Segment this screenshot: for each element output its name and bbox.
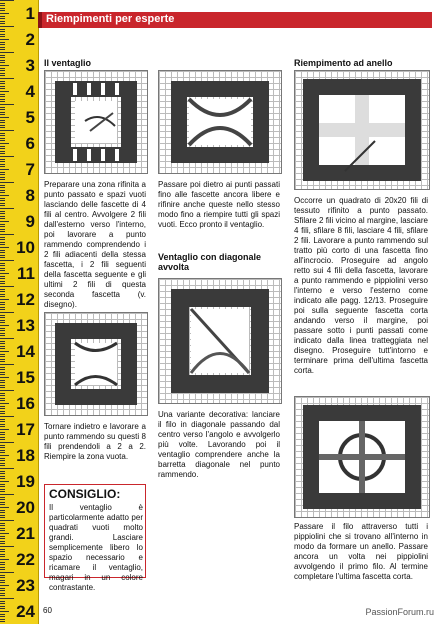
ruler-tick — [0, 497, 5, 498]
ruler-number: 16 — [16, 394, 35, 413]
tip-text: Il ventaglio è particolarmente adatto per quadrati vuoti molto grandi. Lasciare semplicemente libero lo spazio necessario e ricamare il ventaglio, magari in un colore contrastante. — [49, 503, 143, 592]
ruler-tick — [0, 39, 9, 40]
ruler-number: 8 — [25, 186, 35, 205]
ruler-tick — [0, 341, 5, 342]
ruler-tick — [0, 239, 5, 240]
ruler-tick — [0, 107, 5, 108]
ruler-tick — [0, 606, 5, 607]
ruler-tick — [0, 224, 5, 225]
ruler-number: 3 — [25, 56, 35, 75]
ruler-tick — [0, 408, 5, 409]
ruler-tick — [0, 205, 5, 206]
ruler-tick — [0, 18, 5, 19]
ruler-tick — [0, 395, 5, 396]
ruler-tick — [0, 161, 5, 162]
ruler-tick — [0, 432, 5, 433]
ruler-tick — [0, 153, 5, 154]
ruler-tick — [0, 179, 5, 180]
ruler-tick — [0, 481, 9, 482]
ruler-tick — [0, 294, 5, 295]
measuring-ruler — [0, 0, 39, 624]
ruler-tick — [0, 458, 5, 459]
tip-box — [44, 484, 146, 592]
ruler-tick — [0, 140, 5, 141]
ruler-number: 7 — [25, 160, 35, 179]
ruler-tick — [0, 86, 5, 87]
ruler-tick — [0, 276, 5, 277]
ruler-tick — [0, 192, 5, 193]
ruler-tick — [0, 91, 9, 92]
ruler-tick — [0, 99, 5, 100]
ruler-tick — [0, 190, 5, 191]
ruler-tick — [0, 445, 5, 446]
ruler-number: 4 — [25, 82, 35, 101]
ruler-tick — [0, 73, 5, 74]
ruler-tick — [0, 242, 5, 243]
ruler-tick — [0, 75, 5, 76]
ruler-tick — [0, 29, 5, 30]
ruler-tick — [0, 538, 5, 539]
ruler-tick — [0, 218, 5, 219]
ruler-tick — [0, 439, 5, 440]
ruler-tick — [0, 543, 5, 544]
ruler-tick — [0, 515, 5, 516]
ruler-tick — [0, 403, 9, 404]
ruler-tick — [0, 81, 5, 82]
diagram-1-drawing — [45, 71, 147, 173]
ruler-tick — [0, 346, 5, 347]
ruler-tick — [0, 335, 5, 336]
ruler-number: 6 — [25, 134, 35, 153]
ruler-number: 14 — [16, 342, 35, 361]
ruler-tick — [0, 250, 5, 251]
ruler-tick — [0, 556, 5, 557]
ruler-tick — [0, 281, 5, 282]
ruler-tick — [0, 268, 5, 269]
ruler-tick — [0, 452, 5, 453]
ruler-tick — [0, 146, 5, 147]
diagram-6-drawing — [295, 397, 429, 517]
diagram-ventaglio-2 — [44, 312, 148, 416]
ruler-tick — [0, 36, 5, 37]
ruler-tick — [0, 65, 9, 66]
diagram-ventaglio-1 — [44, 70, 148, 174]
ruler-tick — [0, 211, 5, 212]
ruler-tick — [0, 616, 5, 617]
ruler-tick — [0, 473, 5, 474]
ruler-tick — [0, 577, 5, 578]
ruler-tick — [0, 109, 5, 110]
ruler-tick — [0, 580, 5, 581]
ruler-tick — [0, 621, 5, 622]
ruler-tick — [0, 393, 5, 394]
ruler-tick — [0, 343, 5, 344]
ruler-tick — [0, 494, 14, 495]
ruler-number: 2 — [25, 30, 35, 49]
ruler-tick — [0, 135, 5, 136]
ruler-tick — [0, 541, 5, 542]
ruler-tick — [0, 10, 5, 11]
ruler-tick — [0, 317, 5, 318]
diagram-3-drawing — [159, 71, 281, 173]
ruler-tick — [0, 47, 5, 48]
ruler-tick — [0, 484, 5, 485]
ruler-tick — [0, 429, 9, 430]
ruler-tick — [0, 304, 5, 305]
ruler-tick — [0, 289, 5, 290]
ruler-number: 10 — [16, 238, 35, 257]
ruler-tick — [0, 174, 5, 175]
ruler-tick — [0, 387, 5, 388]
heading-anello: Riempimento ad anello — [294, 58, 393, 68]
ruler-tick — [0, 42, 5, 43]
ruler-tick — [0, 255, 5, 256]
diagram-ventaglio-3 — [158, 70, 282, 174]
ruler-tick — [0, 530, 5, 531]
ruler-tick — [0, 390, 14, 391]
ruler-tick — [0, 372, 5, 373]
ruler-tick — [0, 489, 5, 490]
ruler-tick — [0, 603, 5, 604]
ruler-tick — [0, 244, 5, 245]
page-title: Riempimenti per esperte — [46, 13, 175, 25]
ruler-tick — [0, 182, 14, 183]
ruler-tick — [0, 325, 9, 326]
ruler-tick — [0, 138, 5, 139]
ruler-tick — [0, 598, 14, 599]
ruler-tick — [0, 200, 5, 201]
ruler-tick — [0, 348, 5, 349]
ruler-tick — [0, 291, 5, 292]
ruler-tick — [0, 55, 5, 56]
ruler-tick — [0, 491, 5, 492]
ruler-tick — [0, 465, 5, 466]
ruler-tick — [0, 398, 5, 399]
ruler-tick — [0, 78, 14, 79]
ruler-number: 11 — [17, 264, 35, 283]
ruler-tick — [0, 270, 5, 271]
watermark: PassionForum.ru — [365, 607, 434, 617]
ruler-number: 20 — [16, 498, 35, 517]
ruler-tick — [0, 208, 14, 209]
ruler-tick — [0, 94, 5, 95]
ruler-tick — [0, 177, 5, 178]
text-col2-1: Passare poi dietro ai punti passati fino alle fascette ancora libere e rifinire anche queste nello stesso modo fino a riempire tutti gli spazi vuoti. Ecco pronto il ventaglio. — [158, 180, 280, 229]
ruler-tick — [0, 569, 5, 570]
ruler-tick — [0, 361, 5, 362]
ruler-tick — [0, 380, 5, 381]
ruler-tick — [0, 60, 5, 61]
ruler-tick — [0, 351, 9, 352]
ruler-tick — [0, 296, 5, 297]
ruler-tick — [0, 247, 9, 248]
ruler-tick — [0, 237, 5, 238]
ruler-tick — [0, 507, 9, 508]
ruler-tick — [0, 213, 5, 214]
ruler-tick — [0, 68, 5, 69]
ruler-tick — [0, 460, 5, 461]
ruler-tick — [0, 421, 5, 422]
ruler-tick — [0, 533, 9, 534]
ruler-tick — [0, 322, 5, 323]
ruler-tick — [0, 307, 5, 308]
ruler-tick — [0, 166, 5, 167]
ruler-tick — [0, 416, 14, 417]
ruler-tick — [0, 57, 5, 58]
ruler-number: 17 — [16, 420, 35, 439]
ruler-tick — [0, 120, 5, 121]
ruler-tick — [0, 101, 5, 102]
ruler-tick — [0, 169, 9, 170]
page-number: 60 — [43, 606, 52, 615]
ruler-tick — [0, 567, 5, 568]
ruler-tick — [0, 96, 5, 97]
ruler-tick — [0, 523, 5, 524]
ruler-tick — [0, 88, 5, 89]
ruler-tick — [0, 411, 5, 412]
ruler-tick — [0, 593, 5, 594]
ruler-tick — [0, 263, 5, 264]
ruler-tick — [0, 234, 14, 235]
header-cap — [38, 12, 42, 28]
ruler-tick — [0, 528, 5, 529]
ruler-tick — [0, 21, 5, 22]
ruler-tick — [0, 260, 14, 261]
ruler-number: 24 — [16, 602, 35, 621]
ruler-tick — [0, 3, 5, 4]
section-header — [40, 12, 432, 28]
ruler-number: 13 — [16, 316, 35, 335]
ruler-tick — [0, 49, 5, 50]
ruler-tick — [0, 442, 14, 443]
ruler-tick — [0, 554, 5, 555]
ruler-tick — [0, 34, 5, 35]
diagram-2-drawing — [45, 313, 147, 415]
ruler-tick — [0, 367, 5, 368]
ruler-tick — [0, 133, 5, 134]
diagram-diagonale — [158, 278, 282, 404]
ruler-number: 9 — [25, 212, 35, 231]
ruler-tick — [0, 328, 5, 329]
ruler-tick — [0, 0, 14, 1]
ruler-tick — [0, 216, 5, 217]
ruler-number: 5 — [25, 108, 35, 127]
ruler-tick — [0, 187, 5, 188]
ruler-tick — [0, 486, 5, 487]
ruler-tick — [0, 231, 5, 232]
ruler-tick — [0, 447, 5, 448]
ruler-number: 15 — [16, 368, 35, 387]
ruler-tick — [0, 299, 9, 300]
ruler-tick — [0, 525, 5, 526]
ruler-tick — [0, 148, 5, 149]
ruler-tick — [0, 590, 5, 591]
ruler-number: 18 — [16, 446, 35, 465]
ruler-tick — [0, 309, 5, 310]
ruler-tick — [0, 502, 5, 503]
ruler-tick — [0, 611, 9, 612]
text-ventaglio-1: Preparare una zona rifinita a punto passato e spazi vuoti lasciando delle fascette di 4 fili al centro. Avvolgere 2 fili dall'esterno verso l'interno, poi lavorare a punto rammendo comprendendo i 2 fili adiacenti della stessa fascetta, i 2 fili seguenti della fascetta seguente e gli ultimi 2 fili di questa seconda fascetta (v. disegno). — [44, 180, 146, 309]
ruler-tick — [0, 520, 14, 521]
ruler-tick — [0, 122, 5, 123]
ruler-number: 12 — [16, 290, 35, 309]
ruler-tick — [0, 559, 9, 560]
ruler-tick — [0, 369, 5, 370]
ruler-tick — [0, 413, 5, 414]
ruler-tick — [0, 364, 14, 365]
ruler-tick — [0, 588, 5, 589]
ruler-tick — [0, 117, 9, 118]
ruler-number: 19 — [16, 472, 35, 491]
ruler-tick — [0, 114, 5, 115]
ruler-tick — [0, 159, 5, 160]
ruler-tick — [0, 608, 5, 609]
text-anello-2: Passare il filo attraverso tutti i pippiolini che si trovano all'interno in modo da formare un anello. Passare ancora un volta nei pippiolini avvolgendo il primo filo. Al termine completare l'ultima fascetta corta. — [294, 522, 428, 581]
ruler-tick — [0, 278, 5, 279]
ruler-tick — [0, 151, 5, 152]
ruler-tick — [0, 164, 5, 165]
ruler-tick — [0, 499, 5, 500]
ruler-tick — [0, 434, 5, 435]
text-ventaglio-2: Tornare indietro e lavorare a punto rammendo su questi 8 fili prendendoli a 2 a 2. Riempire la zona vuota. — [44, 422, 146, 461]
ruler-tick — [0, 382, 5, 383]
ruler-tick — [0, 463, 5, 464]
ruler-tick — [0, 125, 5, 126]
ruler-tick — [0, 172, 5, 173]
ruler-tick — [0, 330, 5, 331]
ruler-tick — [0, 356, 5, 357]
ruler-tick — [0, 424, 5, 425]
ruler-tick — [0, 359, 5, 360]
ruler-tick — [0, 374, 5, 375]
text-col2-2: Una variante decorativa: lanciare il filo in diagonale passando dal centro verso l'angolo e avvolgerlo più volte. Lavorando poi il ventaglio comprendere anche la barretta diagonale nel punto rammendo. — [158, 410, 280, 479]
ruler-tick — [0, 476, 5, 477]
ruler-tick — [0, 252, 5, 253]
ruler-tick — [0, 406, 5, 407]
ruler-tick — [0, 221, 9, 222]
ruler-tick — [0, 112, 5, 113]
ruler-tick — [0, 226, 5, 227]
ruler-tick — [0, 229, 5, 230]
ruler-tick — [0, 377, 9, 378]
ruler-tick — [0, 536, 5, 537]
ruler-tick — [0, 13, 9, 14]
diagram-anello-1 — [294, 70, 430, 190]
ruler-tick — [0, 273, 9, 274]
ruler-tick — [0, 203, 5, 204]
ruler-tick — [0, 312, 14, 313]
ruler-tick — [0, 52, 14, 53]
ruler-tick — [0, 333, 5, 334]
ruler-tick — [0, 562, 5, 563]
ruler-tick — [0, 338, 14, 339]
diagram-5-drawing — [295, 71, 429, 189]
ruler-tick — [0, 16, 5, 17]
ruler-tick — [0, 468, 14, 469]
ruler-tick — [0, 619, 5, 620]
ruler-tick — [0, 23, 5, 24]
ruler-tick — [0, 549, 5, 550]
ruler-tick — [0, 354, 5, 355]
ruler-number: 22 — [16, 550, 35, 569]
ruler-tick — [0, 104, 14, 105]
ruler-tick — [0, 265, 5, 266]
ruler-tick — [0, 510, 5, 511]
tip-title: CONSIGLIO: — [49, 487, 121, 501]
ruler-tick — [0, 31, 5, 32]
ruler-tick — [0, 302, 5, 303]
ruler-tick — [0, 44, 5, 45]
ruler-number: 23 — [16, 576, 35, 595]
ruler-tick — [0, 286, 14, 287]
ruler-tick — [0, 551, 5, 552]
ruler-tick — [0, 130, 14, 131]
text-anello-1: Occorre un quadrato di 20x20 fili di tessuto rifinito a punto passato. Sfilare 2 fili vicino al margine, lasciare 4 fili, sfilare 8 fili, lasciare 4 fili, sfilare 2 fili. Lavorare a punto rammendo sul tratto più corto di una fascetta fino all'incrocio. Proseguire ad angolo retto sui 4 fili della fascetta, lavorare a punto rammendo e pippiolini verso l'interno e verso l'esterno come indicato alle pagg. 12/13. Proseguire poi sulla seguente fascetta corta andando verso il margine, poi passare sotto i punti passati come indicato dalla linea tratteggiata nel disegno. Proseguire tutt'intorno e terminare prima dell'ultima fascetta corta. — [294, 196, 428, 375]
ruler-tick — [0, 437, 5, 438]
ruler-tick — [0, 195, 9, 196]
ruler-tick — [0, 572, 14, 573]
ruler-tick — [0, 575, 5, 576]
ruler-tick — [0, 70, 5, 71]
ruler-tick — [0, 8, 5, 9]
ruler-tick — [0, 320, 5, 321]
ruler-tick — [0, 582, 5, 583]
ruler-tick — [0, 283, 5, 284]
ruler-number: 21 — [16, 524, 35, 543]
ruler-tick — [0, 385, 5, 386]
ruler-tick — [0, 426, 5, 427]
ruler-tick — [0, 83, 5, 84]
ruler-tick — [0, 62, 5, 63]
ruler-tick — [0, 512, 5, 513]
ruler-tick — [0, 26, 14, 27]
diagram-anello-2 — [294, 396, 430, 518]
ruler-tick — [0, 143, 9, 144]
ruler-tick — [0, 400, 5, 401]
heading-ventaglio: Il ventaglio — [44, 58, 92, 68]
ruler-tick — [0, 478, 5, 479]
ruler-tick — [0, 156, 14, 157]
ruler-tick — [0, 419, 5, 420]
ruler-tick — [0, 198, 5, 199]
ruler-tick — [0, 450, 5, 451]
ruler-tick — [0, 315, 5, 316]
ruler-tick — [0, 564, 5, 565]
diagram-4-drawing — [159, 279, 281, 403]
ruler-tick — [0, 185, 5, 186]
ruler-tick — [0, 517, 5, 518]
ruler-tick — [0, 5, 5, 6]
ruler-tick — [0, 595, 5, 596]
ruler-tick — [0, 127, 5, 128]
ruler-tick — [0, 585, 9, 586]
ruler-tick — [0, 471, 5, 472]
heading-diagonale: Ventaglio con diagonale avvolta — [158, 252, 262, 272]
ruler-tick — [0, 257, 5, 258]
ruler-tick — [0, 504, 5, 505]
ruler-tick — [0, 601, 5, 602]
ruler-number: 1 — [25, 4, 35, 23]
ruler-tick — [0, 614, 5, 615]
ruler-tick — [0, 546, 14, 547]
ruler-tick — [0, 455, 9, 456]
